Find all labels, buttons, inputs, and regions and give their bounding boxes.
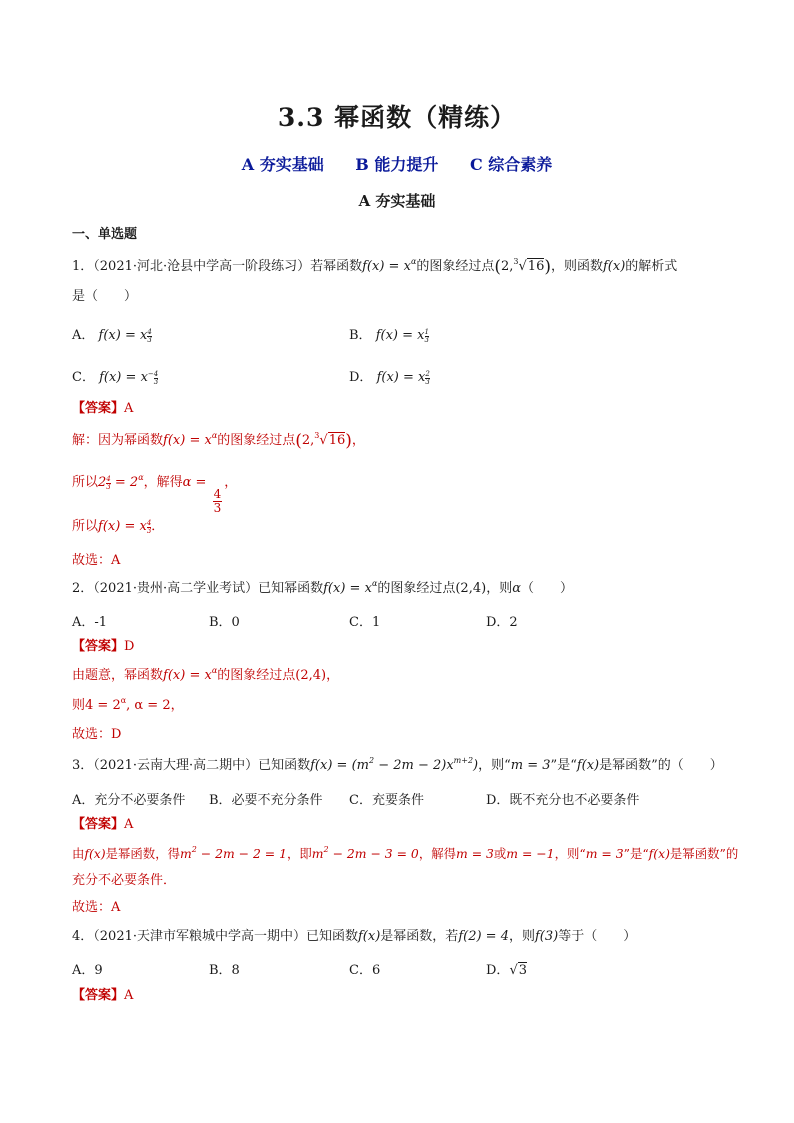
q1-option-a: A． f(x) = x $\frac{4}{3}$ [72,328,152,344]
q2-stem: 2．（2021·贵州·高二学业考试）已知幂函数$f(x) = x^\alpha$的图象经过点(2,4)，则α（ ） [72,579,573,596]
q4-option-b: B．8 [209,963,240,978]
section-c-label: C 综合素养 [469,155,553,174]
q1-fx: $f(x) = x^\alpha$ [362,257,417,274]
q1-solution-3: 所以f(x) = x $\frac{4}{3}$ ． [72,519,165,535]
q4-option-c: C．6 [349,963,381,978]
q2-conclusion: 故选：D [72,727,122,742]
q3-option-d: D．既不充分也不必要条件 [486,793,640,808]
q3-stem: 3．（2021·云南大理·高二期中）已知函数$f(x) = (m^2 - 2m - 2)x^{m+2}$)，则“m = 3”是“f(x)是幂函数”的（ ） [72,756,723,773]
q4-stem: 4．（2021·天津市军粮城中学高一期中）已知函数f(x)是幂函数，若f(2) = 4，则f(3)等于（ ） [72,929,637,944]
q1-stem-line2: 是（ ） [72,289,138,304]
section-subheading: A 夯实基础 [358,192,436,210]
section-a-label: A 夯实基础 [241,155,324,174]
q4-option-d: D．√3 [486,963,528,978]
q2-option-d: D．2 [486,615,518,630]
q4-option-a: A．9 [72,963,103,978]
q1-stem: 1．（2021·河北·沧县中学高一阶段练习）若幂函数$f(x) = x^\alpha$的图象经过点(2,$^3$√16)，则函数f(x)的解析式 [72,257,678,277]
q1-solution-1: 解：因为幂函数$f(x) = x^\alpha$的图象经过点(2,$^3$√16)， [72,431,365,451]
q2-solution-2: 则$4 = 2^\alpha$, α = 2， [72,696,184,713]
q2-option-a: A．-1 [72,615,108,630]
q3-solution-1: 由f(x)是幂函数，得$m^2 - 2m - 2 = 1$，即$m^2 - 2m - 3 = 0$，解得m = 3或m = −1，则“m = 3”是“f(x)是幂函数”的 [72,845,739,861]
q3-option-a: A．充分不必要条件 [72,793,186,808]
q1-answer: 【答案】A [72,401,134,416]
section-nav [0,152,794,175]
q2-option-b: B．0 [209,615,240,630]
q3-conclusion: 故选：A [72,900,121,915]
q1-option-d: D． f(x) = x $\frac{2}{3}$ [349,370,430,386]
q1-conclusion: 故选：A [72,553,121,568]
q3-solution-2: 充分不必要条件． [72,873,177,888]
q2-solution-1: 由题意，幂函数$f(x) = x^\alpha$的图象经过点(2,4)， [72,666,340,683]
q2-answer: 【答案】D [72,639,135,654]
q2-option-c: C．1 [349,615,381,630]
q1-option-b: B． f(x) = x $\frac{1}{3}$ [349,328,429,344]
page-title: 3.3 幂函数（精练） [277,103,517,132]
q3-option-b: B．必要不充分条件 [209,793,323,808]
q3-option-c: C．充要条件 [349,793,424,808]
q3-answer: 【答案】A [72,817,134,832]
q4-answer: 【答案】A [72,988,134,1003]
q1-option-c: C． f(x) = x − $\frac{4}{3}$ [72,370,159,386]
part-heading: 一、单选题 [72,227,138,242]
q1-solution-2: 所以2 $\frac{4}{3}$ = $2^\alpha$，解得α = $\frac{4}{3}$ ， [72,473,238,515]
section-b-label: B 能力提升 [355,155,439,174]
